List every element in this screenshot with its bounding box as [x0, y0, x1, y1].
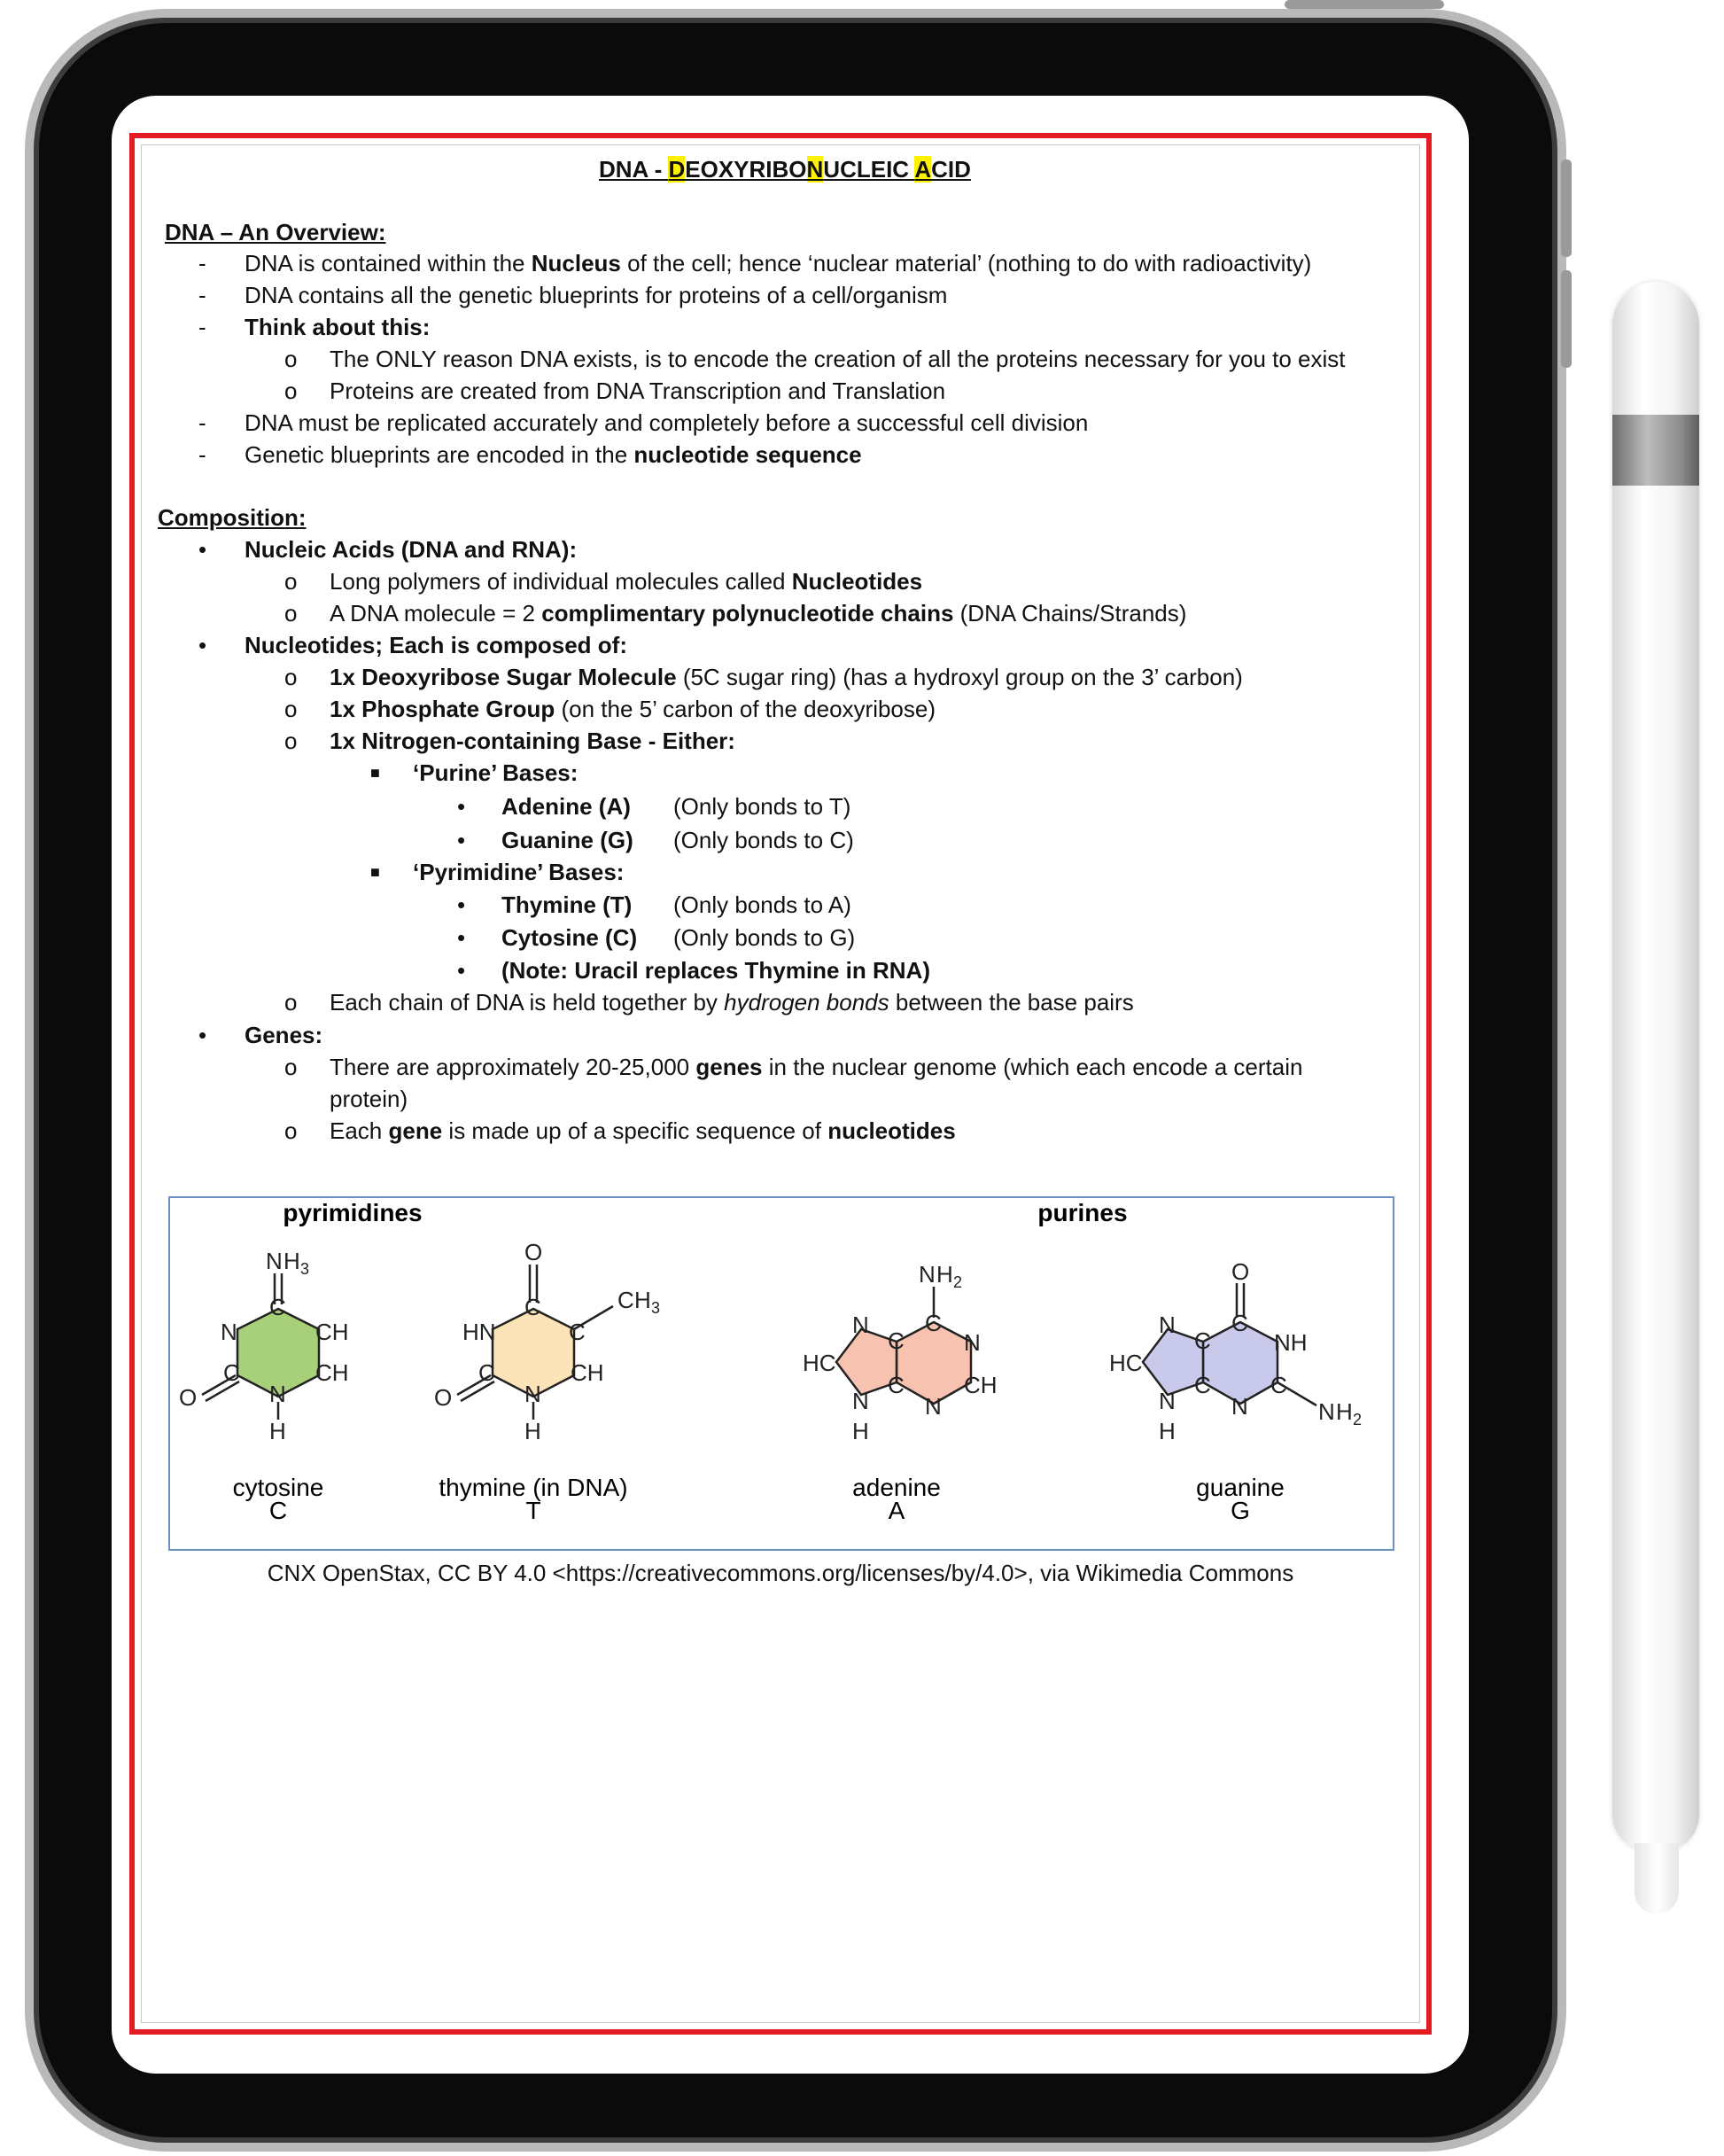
thymine-name: thymine (in DNA) [439, 1474, 628, 1501]
bullet-marker: • [457, 793, 466, 820]
circle-marker: o [284, 989, 298, 1016]
atom-label: H [1159, 1418, 1176, 1444]
volume-down-button [1561, 270, 1572, 368]
atom-label: H [524, 1418, 541, 1444]
atom-label: C [1194, 1372, 1211, 1398]
dash-marker: - [198, 441, 206, 468]
pencil-band [1612, 415, 1699, 486]
circle-marker: o [284, 1054, 298, 1080]
tablet-screen [112, 96, 1469, 2074]
atom-label: N [925, 1393, 942, 1420]
circle-marker: o [284, 728, 298, 754]
atom-label: O [1231, 1258, 1250, 1285]
atom-label: N [1318, 1398, 1335, 1425]
circle-marker: o [284, 346, 298, 372]
document-page [129, 133, 1432, 2035]
atom-label: CH [315, 1359, 349, 1386]
base-note: (Only bonds to T) [673, 793, 851, 820]
purines-label: purines [1037, 1199, 1128, 1226]
atom-label: HC [803, 1350, 836, 1376]
bullet-marker: • [457, 827, 466, 853]
overview-heading: DNA – An Overview: [165, 219, 386, 245]
cytosine-structure [202, 1273, 319, 1420]
atom-label: HN [462, 1319, 496, 1345]
square-marker: ■ [370, 764, 380, 782]
list-item: Nucleic Acids (DNA and RNA): [245, 536, 578, 563]
guanine-name: guanine [1196, 1474, 1285, 1501]
image-credit: CNX OpenStax, CC BY 4.0 <https://creativecommons.org/licenses/by/4.0>, via Wikimedia Commons [267, 1560, 1294, 1586]
composition-heading: Composition: [158, 504, 307, 531]
atom-label: CH [964, 1372, 998, 1398]
circle-marker: o [284, 664, 298, 690]
base-note: (Only bonds to C) [673, 827, 854, 853]
list-item: Genetic blueprints are encoded in the nucleotide sequence [245, 441, 862, 468]
atom-label: N [1231, 1393, 1248, 1420]
list-item: Genes: [245, 1022, 323, 1048]
pyrimidines-label: pyrimidines [283, 1199, 423, 1226]
dash-marker: - [198, 282, 206, 308]
list-item: A DNA molecule = 2 complimentary polynucleotide chains (DNA Chains/Strands) [330, 600, 1187, 627]
square-marker: ■ [370, 863, 380, 881]
atom-label: O [524, 1239, 543, 1265]
atom-label: C [569, 1319, 586, 1345]
dash-marker: - [198, 409, 206, 436]
atom-label: N [964, 1329, 981, 1356]
atom-label: O [179, 1384, 198, 1411]
atom-label: N [1159, 1388, 1176, 1414]
atom-label: HC [1109, 1350, 1143, 1376]
list-item: DNA contains all the genetic blueprints for proteins of a cell/organism [245, 282, 948, 308]
atom-label: H [1336, 1398, 1353, 1425]
atom-label: C [888, 1327, 905, 1354]
atom-label: C [269, 1294, 286, 1320]
dash-marker: - [198, 250, 206, 276]
nucleobase-figure [168, 1196, 1394, 1551]
atom-label: 3 [300, 1260, 310, 1278]
bullet-marker: • [457, 957, 466, 984]
atom-label: N [852, 1388, 869, 1414]
atom-label: 3 [651, 1299, 661, 1317]
list-item: Nucleotides; Each is composed of: [245, 632, 627, 658]
page-title: DNA - DEOXYRIBONUCLEIC ACID [599, 156, 971, 183]
atom-label: CH [571, 1359, 604, 1386]
list-item: DNA must be replicated accurately and completely before a successful cell division [245, 409, 1089, 436]
atom-label: 2 [953, 1273, 963, 1291]
cytosine-name: cytosine [232, 1474, 324, 1501]
atom-label: N [221, 1319, 237, 1345]
adenine-name: adenine [852, 1474, 941, 1501]
list-item: 1x Phosphate Group (on the 5’ carbon of the deoxyribose) [330, 696, 936, 722]
list-item: 1x Deoxyribose Sugar Molecule (5C sugar ring) (has a hydroxyl group on the 3’ carbon) [330, 664, 1243, 690]
atom-label: 2 [1353, 1411, 1363, 1428]
base-name: Guanine (G) [501, 827, 633, 853]
atom-label: C [1194, 1327, 1211, 1354]
bullet-marker: • [198, 1022, 207, 1048]
atom-label: N [1159, 1312, 1176, 1338]
atom-label: H [634, 1287, 651, 1313]
atom-label: O [434, 1384, 453, 1411]
circle-marker: o [284, 377, 298, 404]
volume-up-button [1561, 160, 1572, 257]
atom-label: C [524, 1294, 541, 1320]
power-button [1285, 0, 1444, 9]
list-item: DNA is contained within the Nucleus of the cell; hence ‘nuclear material’ (nothing to do with radioactivity) [245, 250, 1312, 276]
list-item: ‘Pyrimidine’ Bases: [413, 859, 625, 885]
stylus-pencil [1612, 282, 1699, 1850]
bullet-marker: • [198, 632, 207, 658]
atom-label: C [223, 1359, 240, 1386]
circle-marker: o [284, 1117, 298, 1144]
atom-label: N [269, 1381, 286, 1407]
list-item: Each gene is made up of a specific sequence of nucleotides [330, 1117, 956, 1144]
circle-marker: o [284, 568, 298, 595]
atom-label: H [283, 1248, 300, 1274]
atom-label: N [919, 1261, 936, 1288]
atom-label: C [617, 1287, 634, 1313]
list-item: ‘Purine’ Bases: [413, 759, 579, 786]
adenine-atoms [803, 1261, 998, 1444]
base-note: (Only bonds to A) [673, 891, 851, 918]
dash-marker: - [198, 314, 206, 340]
adenine-letter: A [888, 1497, 905, 1524]
list-item: Proteins are created from DNA Transcription and Translation [330, 377, 946, 404]
atom-label: NH [1274, 1329, 1308, 1356]
atom-label: C [1231, 1310, 1248, 1336]
atom-label: H [269, 1418, 286, 1444]
cytosine-letter: C [268, 1497, 288, 1524]
atom-label: C [1270, 1372, 1287, 1398]
list-item-continuation: protein) [330, 1086, 408, 1112]
base-name: Cytosine (C) [501, 924, 638, 951]
base-name: Adenine (A) [501, 793, 631, 820]
list-item: 1x Nitrogen-containing Base - Either: [330, 728, 735, 754]
atom-label: CH [315, 1319, 349, 1345]
atom-label: C [888, 1372, 905, 1398]
atom-label: H [852, 1418, 869, 1444]
atom-label: H [936, 1261, 953, 1288]
base-note: (Only bonds to G) [673, 924, 856, 951]
atom-label: N [266, 1248, 283, 1274]
guanine-letter: G [1231, 1497, 1250, 1524]
list-item: The ONLY reason DNA exists, is to encode the creation of all the proteins necessary for you to exist [330, 346, 1346, 372]
list-item: Each chain of DNA is held together by hydrogen bonds between the base pairs [330, 989, 1134, 1016]
bullet-marker: • [198, 536, 207, 563]
list-item: There are approximately 20-25,000 genes in the nuclear genome (which each encode a certain [330, 1054, 1303, 1080]
circle-marker: o [284, 600, 298, 627]
circle-marker: o [284, 696, 298, 722]
bullet-marker: • [457, 924, 466, 951]
atom-label: N [852, 1312, 869, 1338]
atom-label: C [925, 1310, 942, 1336]
list-item: Think about this: [245, 314, 431, 340]
pencil-tip [1635, 1843, 1679, 1914]
atom-label: C [478, 1359, 495, 1386]
bullet-marker: • [457, 891, 466, 918]
nucleobase-diagram [170, 1198, 1393, 1549]
atom-label: N [524, 1381, 541, 1407]
thymine-letter: T [525, 1497, 541, 1524]
list-item: (Note: Uracil replaces Thymine in RNA) [501, 957, 930, 984]
base-name: Thymine (T) [501, 891, 633, 918]
list-item: Long polymers of individual molecules called Nucleotides [330, 568, 923, 595]
